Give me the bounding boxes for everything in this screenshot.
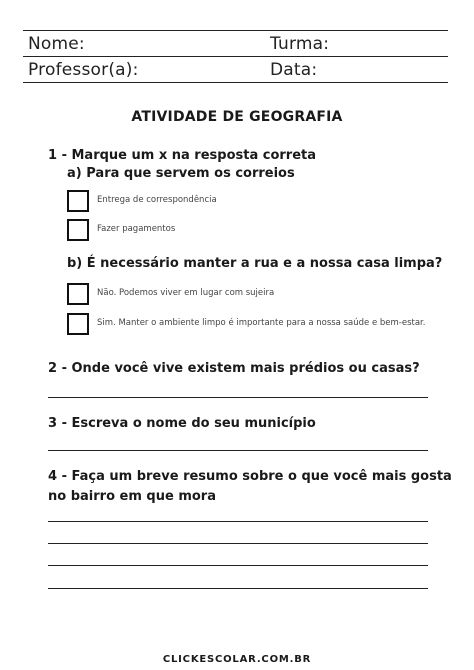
checkbox[interactable] [67,190,89,212]
teacher-label: Professor(a): [28,60,139,80]
checkbox[interactable] [67,219,89,241]
checkbox[interactable] [67,313,89,335]
answer-line-q4-4[interactable] [48,588,428,589]
option-label: Sim. Manter o ambiente limpo é importante para a nossa saúde e bem-estar. [97,318,426,328]
answer-line-q4-3[interactable] [48,565,428,566]
option-label: Fazer pagamentos [97,224,176,234]
worksheet-title: ATIVIDADE DE GEOGRAFIA [131,109,343,125]
question-1a: a) Para que servem os correios [67,166,295,181]
footer-site: CLICKESCOLAR.COM.BR [162,654,312,665]
checkbox[interactable] [67,283,89,305]
answer-line-q3[interactable] [48,450,428,451]
question-2: 2 - Onde você vive existem mais prédios ou casas? [48,361,420,376]
answer-line-q2[interactable] [48,397,428,398]
class-label: Turma: [270,34,330,54]
question-1b: b) É necessário manter a rua e a nossa casa limpa? [67,256,443,271]
option-label: Não. Podemos viver em lugar com sujeira [97,288,275,298]
answer-line-q4-1[interactable] [48,521,428,522]
header-top-line [23,30,448,31]
question-3: 3 - Escreva o nome do seu município [48,416,316,431]
question-4-line-2: no bairro em que mora [48,489,216,504]
header-middle-line [23,56,448,57]
date-label: Data: [270,60,318,80]
question-1: 1 - Marque um x na resposta correta [48,148,317,163]
name-label: Nome: [28,34,85,54]
question-4 [48,467,452,507]
question-4-line-1: 4 - Faça um breve resumo sobre o que você mais gosta [48,469,452,484]
answer-line-q4-2[interactable] [48,543,428,544]
header-bottom-line [23,82,448,83]
option-label: Entrega de correspondência [97,195,217,205]
